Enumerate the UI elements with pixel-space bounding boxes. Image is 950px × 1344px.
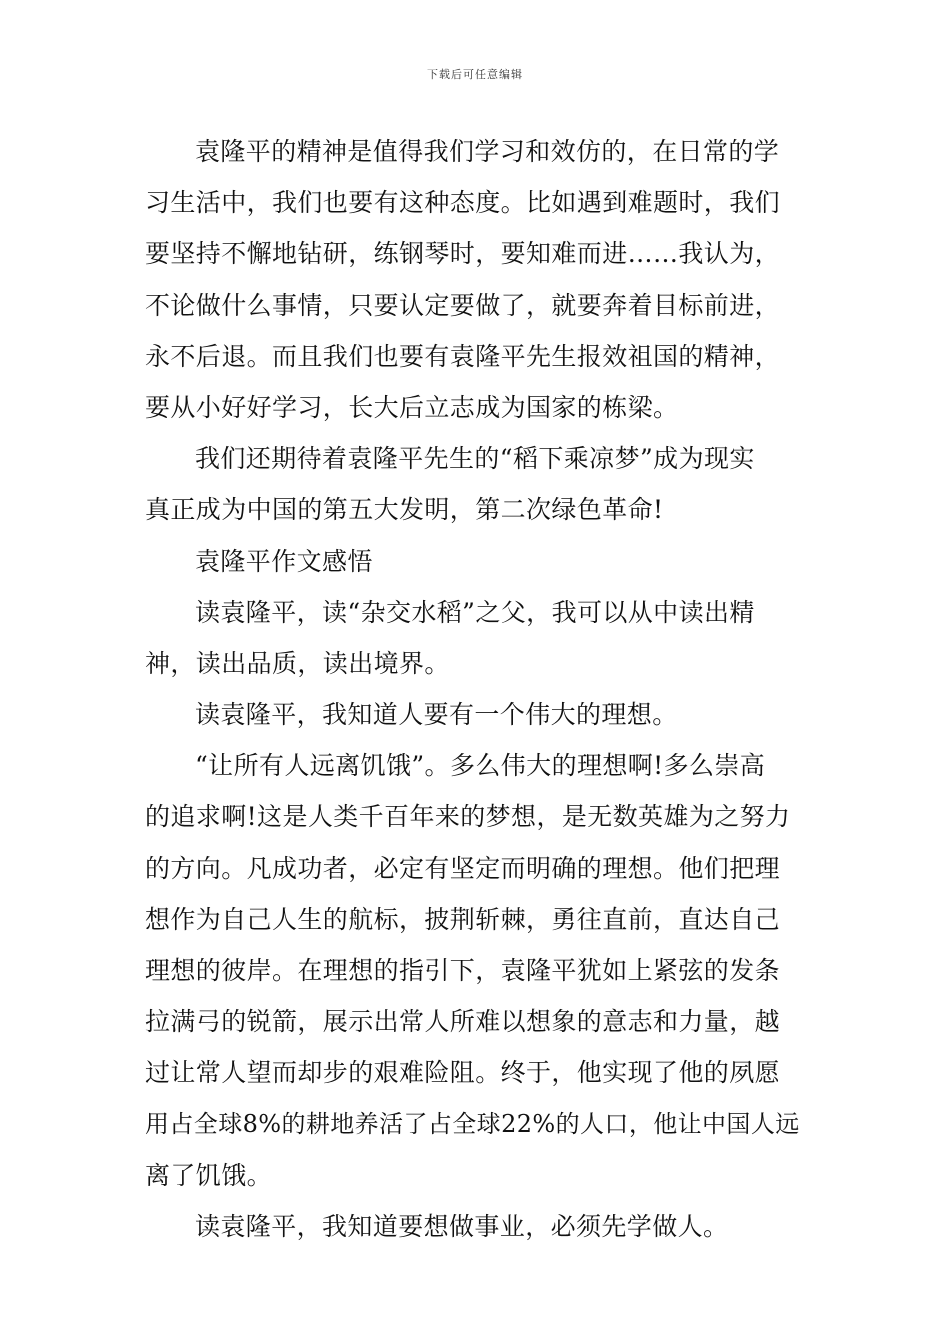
document-body [145, 126, 810, 1252]
text-line: 习生活中，我们也要有这种态度。比如遇到难题时，我们 [145, 188, 781, 218]
text-line: 神，读出品质，读出境界。 [145, 648, 450, 678]
text-line: 离了饥饿。 [145, 1160, 273, 1190]
text-line: 要从小好好学习，长大后立志成为国家的栋梁。 [145, 392, 679, 422]
text-line: 读袁隆平，我知道人要有一个伟大的理想。 [195, 700, 678, 730]
text-line: 永不后退。而且我们也要有袁隆平先生报效祖国的精神， [145, 341, 781, 371]
page-header: 下载后可任意编辑 [427, 68, 523, 81]
text-line: 读袁隆平，我知道要想做事业，必须先学做人。 [195, 1211, 729, 1241]
text-line: 真正成为中国的第五大发明，第二次绿色革命! [145, 495, 664, 525]
text-line: “让所有人远离饥饿”。多么伟大的理想啊!多么崇高 [195, 751, 766, 781]
text-line: 不论做什么事情，只要认定要做了，就要奔着目标前进， [145, 290, 781, 320]
text-line: 拉满弓的锐箭，展示出常人所难以想象的意志和力量，越 [145, 1007, 781, 1037]
text-line: 的方向。凡成功者，必定有坚定而明确的理想。他们把理 [145, 853, 781, 883]
text-line: 的追求啊!这是人类千百年来的梦想，是无数英雄为之努力 [145, 802, 791, 832]
text-line: 想作为自己人生的航标，披荆斩棘，勇往直前，直达自己 [145, 904, 781, 934]
text-line: 用占全球8%的耕地养活了占全球22%的人口，他让中国人远 [145, 1109, 800, 1138]
text-line: 袁隆平作文感悟 [195, 546, 373, 576]
text-line: 理想的彼岸。在理想的指引下，袁隆平犹如上紧弦的发条 [145, 956, 781, 985]
text-line: 过让常人望而却步的艰难险阻。终于，他实现了他的夙愿 [145, 1058, 781, 1088]
text-line: 读袁隆平，读“杂交水稻”之父，我可以从中读出精 [195, 597, 755, 627]
text-line: 袁隆平的精神是值得我们学习和效仿的，在日常的学 [195, 137, 780, 166]
text-line: 要坚持不懈地钻研，练钢琴时，要知难而进……我认为， [145, 239, 781, 269]
text-line: 我们还期待着袁隆平先生的“稻下乘凉梦”成为现实 [195, 444, 755, 474]
